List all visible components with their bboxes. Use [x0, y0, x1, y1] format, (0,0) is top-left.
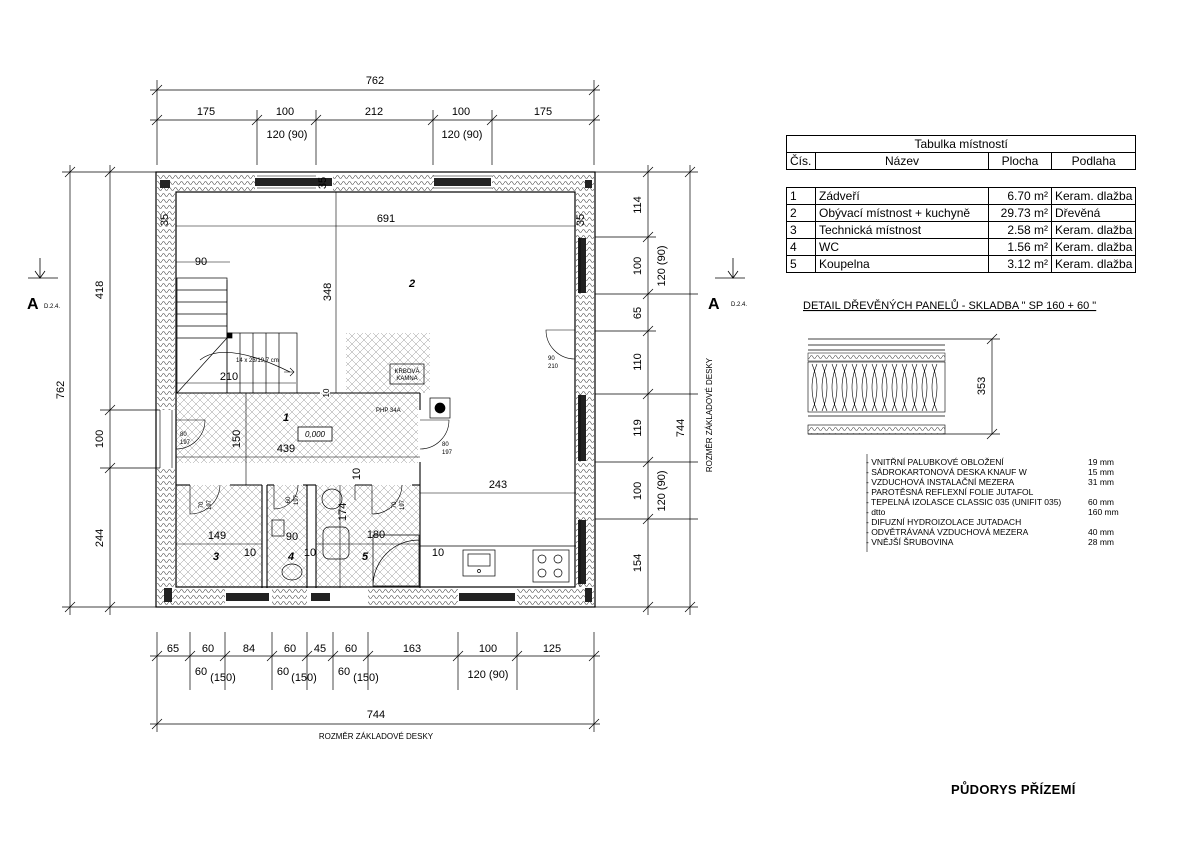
room-number-4: 4	[287, 551, 295, 563]
right-foundation-note: ROZMĚR ZÁKLADOVÉ DESKY	[705, 357, 714, 473]
bottom-dim: 60	[201, 643, 215, 655]
room-floor: Dřevěná	[1052, 205, 1136, 222]
dim-243: 243	[488, 479, 508, 491]
room-table-gap	[787, 170, 1136, 188]
dim-10: 10	[351, 467, 363, 481]
dim-174: 174	[337, 502, 349, 522]
room-number: 5	[787, 256, 816, 273]
bottom-dim: 60	[283, 643, 297, 655]
door-height: 197	[207, 499, 213, 511]
left-dimension-lines	[62, 165, 160, 615]
layer-thickness: 40 mm	[1088, 527, 1114, 537]
bottom-window-dim: (150)	[210, 672, 236, 684]
door-width: 60	[286, 496, 292, 504]
section-mark-right	[715, 258, 745, 278]
room-table	[786, 135, 1136, 273]
layer-name: - dtto	[866, 507, 886, 517]
room-name: Zádveří	[816, 188, 989, 205]
chimney-flue	[435, 403, 445, 413]
top-dimension-lines	[150, 80, 600, 165]
section-letter-right: A	[708, 296, 720, 313]
bottom-window-dim: (150)	[353, 672, 379, 684]
room-table-header: Název	[816, 153, 989, 170]
section-ref-right: D.2.4.	[731, 302, 748, 308]
bottom-window-dim: 120 (90)	[467, 669, 509, 681]
room-area: 3.12 m²	[989, 256, 1052, 273]
top-dim: 175	[533, 106, 553, 118]
layer-name: - VNĚJŠÍ ŠRUBOVINA	[866, 537, 954, 547]
bottom-total-dim: 744	[366, 709, 386, 721]
door-width: 70	[392, 501, 398, 509]
top-window-dim: 120 (90)	[266, 129, 308, 141]
dim-180: 180	[366, 529, 386, 541]
room-number-1: 1	[282, 412, 290, 424]
right-dim: 65	[632, 306, 644, 320]
layer-thickness: 28 mm	[1088, 537, 1114, 547]
top-dim: 212	[364, 106, 384, 118]
right-total-dim: 744	[675, 418, 687, 438]
left-dim: 244	[94, 528, 106, 548]
top-dim: 100	[451, 106, 471, 118]
hall-tiling	[176, 393, 418, 463]
room-number: 4	[787, 239, 816, 256]
wall-thickness: 35	[317, 176, 329, 190]
room-floor: Keram. dlažba	[1052, 256, 1136, 273]
table-row	[787, 188, 1136, 205]
right-dim: 110	[632, 353, 644, 371]
room-name: Obývací místnost + kuchyně	[816, 205, 989, 222]
right-window-dim: 120 (90)	[656, 245, 668, 287]
cooktop	[533, 550, 569, 582]
list-item	[866, 527, 1132, 537]
bottom-window-dim: 60	[276, 666, 290, 678]
right-dim: 100	[632, 481, 644, 501]
section-letter-left: A	[27, 296, 39, 313]
stove-label: KAMNA	[396, 376, 418, 382]
dim-150: 150	[231, 429, 243, 449]
right-dim: 114	[632, 196, 644, 214]
section-ref-left: D.2.4.	[44, 304, 61, 310]
right-window-dim: 120 (90)	[656, 470, 668, 512]
list-item	[866, 507, 1132, 517]
dim-90: 90	[194, 256, 208, 268]
layer-thickness: 31 mm	[1088, 477, 1114, 487]
room-table-title: Tabulka místností	[787, 136, 1136, 153]
layer-name: - DIFUZNÍ HYDROIZOLACE JUTADACH	[866, 517, 1022, 527]
drawing-title: PŮDORYS PŘÍZEMÍ	[951, 782, 1076, 797]
room-number-5: 5	[361, 551, 369, 563]
layer-name: - ODVĚTRÁVANÁ VZDUCHOVÁ MEZERA	[866, 527, 1029, 537]
bottom-dim: 60	[344, 643, 358, 655]
bottom-dim: 65	[166, 643, 180, 655]
room-number: 3	[787, 222, 816, 239]
list-item	[866, 487, 1132, 497]
dim-90-wc: 90	[285, 531, 299, 543]
bottom-window-dim: 60	[194, 666, 208, 678]
bottom-dim: 84	[242, 643, 256, 655]
right-dimension-lines	[595, 165, 698, 615]
door-height: 210	[548, 364, 559, 370]
bottom-dim: 125	[542, 643, 562, 655]
room-number-2: 2	[408, 278, 416, 290]
detail-height: 353	[976, 376, 988, 396]
list-item	[866, 477, 1132, 487]
dim-439: 439	[276, 443, 296, 455]
right-dim: 154	[632, 553, 644, 573]
bottom-dim: 100	[478, 643, 498, 655]
table-row	[787, 205, 1136, 222]
layer-name: - PAROTĚSNÁ REFLEXNÍ FOLIE JUTAFOL	[866, 487, 1034, 497]
level-value: 0,000	[304, 430, 326, 439]
room-name: WC	[816, 239, 989, 256]
section-mark-left	[28, 258, 58, 278]
wall-thickness: 35	[575, 213, 587, 227]
extinguisher-label: PHP 34A	[376, 408, 401, 414]
room-table-header: Podlaha	[1052, 153, 1136, 170]
dim-348: 348	[322, 282, 334, 302]
room-area: 29.73 m²	[989, 205, 1052, 222]
room-floor: Keram. dlažba	[1052, 188, 1136, 205]
list-item	[866, 517, 1132, 527]
right-dim: 100	[632, 256, 644, 276]
layer-thickness: 160 mm	[1088, 507, 1119, 517]
room-table-header: Plocha	[989, 153, 1052, 170]
room-name: Koupelna	[816, 256, 989, 273]
table-row	[787, 256, 1136, 273]
room-name: Technická místnost	[816, 222, 989, 239]
dim-149: 149	[207, 530, 227, 542]
table-row	[787, 222, 1136, 239]
bottom-window-dim: (150)	[291, 672, 317, 684]
layer-name: - SÁDROKARTONOVÁ DESKA KNAUF W	[866, 467, 1027, 477]
door-height: 197	[442, 450, 453, 456]
door-height: 197	[294, 494, 300, 506]
layer-name: - TEPELNÁ IZOLASCE CLASSIC 035 (UNIFIT 035)	[866, 497, 1062, 507]
list-item	[866, 457, 1132, 467]
door-height: 197	[400, 499, 406, 511]
layer-name: - VZDUCHOVÁ INSTALAČNÍ MEZERA	[866, 477, 1015, 487]
door-width: 80	[442, 442, 449, 448]
room-area: 6.70 m²	[989, 188, 1052, 205]
left-dim: 418	[94, 280, 106, 300]
dim-10: 10	[431, 547, 445, 559]
layer-thickness: 60 mm	[1088, 497, 1114, 507]
left-dim: 100	[94, 429, 106, 449]
top-dim: 100	[275, 106, 295, 118]
bottom-window-dim: 60	[337, 666, 351, 678]
layer-thickness: 15 mm	[1088, 467, 1114, 477]
room-area: 1.56 m²	[989, 239, 1052, 256]
list-item	[866, 537, 1132, 547]
wall-thickness: 35	[159, 213, 171, 227]
top-dim: 175	[196, 106, 216, 118]
bottom-dim: 45	[313, 643, 327, 655]
list-item	[866, 467, 1132, 477]
layer-name: - VNITŘNÍ PALUBKOVÉ OBLOŽENÍ	[866, 457, 1004, 467]
room-number: 1	[787, 188, 816, 205]
detail-title: DETAIL DŘEVĚNÝCH PANELŮ - SKLADBA " SP 160 + 60 "	[803, 300, 1097, 312]
room-number: 2	[787, 205, 816, 222]
bottom-dim: 163	[402, 643, 422, 655]
room-floor: Keram. dlažba	[1052, 222, 1136, 239]
list-item	[866, 497, 1132, 507]
right-dim: 119	[632, 419, 644, 437]
dim-10: 10	[322, 388, 331, 398]
door-width: 80	[180, 432, 187, 438]
room-floor: Keram. dlažba	[1052, 239, 1136, 256]
layer-list	[866, 457, 1132, 547]
dim-10: 10	[243, 547, 257, 559]
dim-10: 10	[303, 547, 317, 559]
room-table-header: Čís.	[787, 153, 816, 170]
top-total-dim: 762	[365, 75, 385, 87]
top-window-dim: 120 (90)	[441, 129, 483, 141]
table-row	[787, 239, 1136, 256]
stair-label: 14 x 23/19,7 cm	[236, 358, 279, 364]
dim-691: 691	[376, 213, 396, 225]
room-area: 2.58 m²	[989, 222, 1052, 239]
bottom-foundation-note: ROZMĚR ZÁKLADOVÉ DESKY	[318, 732, 434, 741]
door-width: 70	[199, 501, 205, 509]
door-width: 90	[548, 356, 555, 362]
stove-label: KRBOVÁ	[394, 369, 420, 375]
layer-thickness: 19 mm	[1088, 457, 1114, 467]
floor-plan	[156, 172, 595, 607]
room-number-3: 3	[212, 551, 220, 563]
left-total-dim: 762	[55, 380, 67, 400]
door-height: 197	[180, 440, 191, 446]
dim-210: 210	[219, 371, 239, 383]
